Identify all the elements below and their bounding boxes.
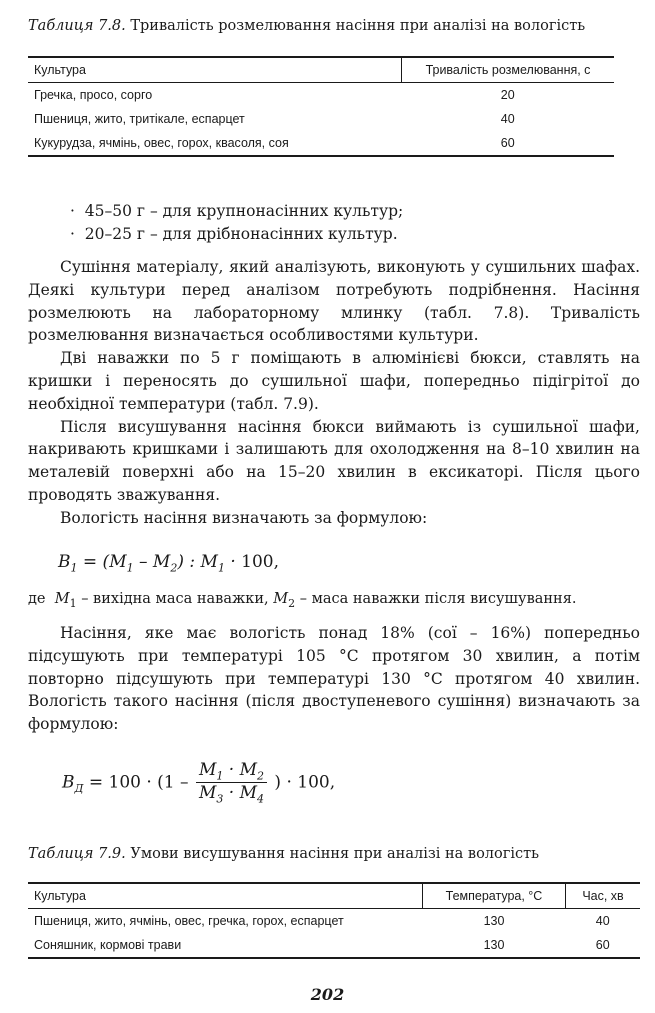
header-cell: Тривалість розмелювання, с [402,57,615,83]
formula-subscript: 2 [257,769,264,783]
table-header-row [28,57,614,83]
formula-symbol: М [273,591,289,607]
formula-subscript: 1 [69,596,77,610]
table-7-8-caption [28,18,585,34]
bullet-list [70,200,403,246]
formula-fraction [196,760,267,806]
list-item: · 20–25 г – для дрібнонасінних культур. [70,224,398,243]
table-7-8 [28,56,614,157]
table-cell: Кукурудза, ячмінь, овес, горох, квасоля, соя [34,136,289,150]
header-cell: Температура, °С [423,883,566,909]
formula-subscript: 3 [216,792,224,806]
formula-symbol: М [239,783,257,804]
table-row [28,131,614,156]
formula-2 [62,760,335,806]
definition-text: – маса наважки після висушування. [299,591,577,607]
formula-subscript: 1 [216,769,224,783]
paragraph: Дві наважки по 5 г поміщають в алюмінієві бюкси, ставлять на кришки і переносять до сушильної шафи, попередньо підігрітої до необхідної температури (табл. 7.9). [28,349,640,413]
table-cell: 20 [500,88,515,102]
formula-subscript: 2 [288,596,296,610]
caption-text: Умови висушування насіння при аналізі на вологість [130,846,540,862]
body-text-block-2 [28,622,640,736]
formula-subscript: 1 [217,561,225,575]
formula-symbol: В [62,772,75,793]
table-cell: 40 [595,914,610,928]
list-item-text: 20–25 г – для дрібнонасінних культур. [84,224,398,243]
where-word: де [28,591,46,607]
caption-label: Таблиця 7.9. [28,846,126,862]
table-cell: Соняшник, кормові трави [34,938,182,952]
table-7-9 [28,882,640,959]
formula-subscript: Д [74,781,84,795]
list-item-text: 45–50 г – для крупнонасінних культур; [84,202,404,220]
formula-symbol: М [109,552,127,572]
table-cell: Пшениця, жито, ячмінь, овес, гречка, горох, еспарцет [34,914,344,928]
fraction-numerator: $М_1 \cdot М_2$ [196,760,267,783]
paragraph: Насіння, яке має вологість понад 18% (сої – 16%) попередньо підсушують при температурі 105 °С протягом 30 хвилин, а потім повторно підсушують при температурі 130 °С протягом 40 хвилин. Вологість такого насіння (після двоступеневого сушіння) визначають за формулою: [28,624,640,734]
table-row [28,933,640,958]
table-cell: Гречка, просо, сорго [34,88,153,102]
paragraph: Сушіння матеріалу, який аналізують, виконують у сушильних шафах. Деякі культури перед аналізом потребують подрібнення. Насіння розмелюють на лабораторному млинку (табл. 7.8). Тривалість розмелювання визначається особливостями культури. [28,258,640,345]
paragraph: Вологість насіння визначають за формулою: [60,508,428,527]
table-7-9-caption [28,846,539,862]
table-cell: Пшениця, жито, тритікале, еспарцет [34,112,245,126]
formula-subscript: 1 [126,561,134,575]
where-line [28,588,640,616]
formula-symbol: В [58,552,71,572]
formula-1: $В_1 = (М_1 - М_2)$ : $М_1 \cdot 100$, [58,552,280,575]
header-cell: Культура [34,889,86,903]
header-cell: Час, хв [566,883,641,909]
table-row [28,909,640,934]
formula-symbol: М [54,591,70,607]
formula-symbol: М [198,783,217,804]
formula-prefix: = 100 · (1 – [88,772,189,793]
table-cell: 130 [483,938,505,952]
formula-symbol: М [239,760,257,780]
table-header-row [28,883,640,909]
list-item: · 45–50 г – для крупнонасінних культур; [70,202,404,220]
table-row [28,107,614,131]
formula-symbol: М [200,552,218,572]
caption-label: Таблиця 7.8. [28,18,126,34]
page-number: 202 [310,985,345,1004]
table-cell: 130 [483,914,505,928]
formula-factor: 100, [241,552,280,572]
caption-text: Тривалість розмелювання насіння при аналізі на вологість [130,18,586,34]
header-cell: Культура [34,63,86,77]
formula-subscript: 2 [170,561,178,575]
table-cell: 60 [500,136,515,150]
body-text-block-1 [28,256,640,530]
table-cell: 60 [595,938,610,952]
formula-subscript: 4 [257,792,264,806]
fraction-denominator: $М_3 \cdot М_4$ [198,783,264,806]
formula-symbol: М [152,552,171,572]
table-cell: 40 [500,112,515,126]
formula-subscript: 1 [70,561,78,575]
formula-symbol: М [198,760,217,780]
formula-suffix: ) · 100, [274,772,336,793]
paragraph: Після висушування насіння бюкси виймають із сушильної шафи, накривають кришками і залишають для охолодження на 8–10 хвилин на металевій поверхні або на 15–20 хвилин в ексикаторі. Після цього проводять зважування. [28,417,640,504]
definition-text: – вихідна маса наважки, [81,591,269,607]
table-row [28,83,614,108]
